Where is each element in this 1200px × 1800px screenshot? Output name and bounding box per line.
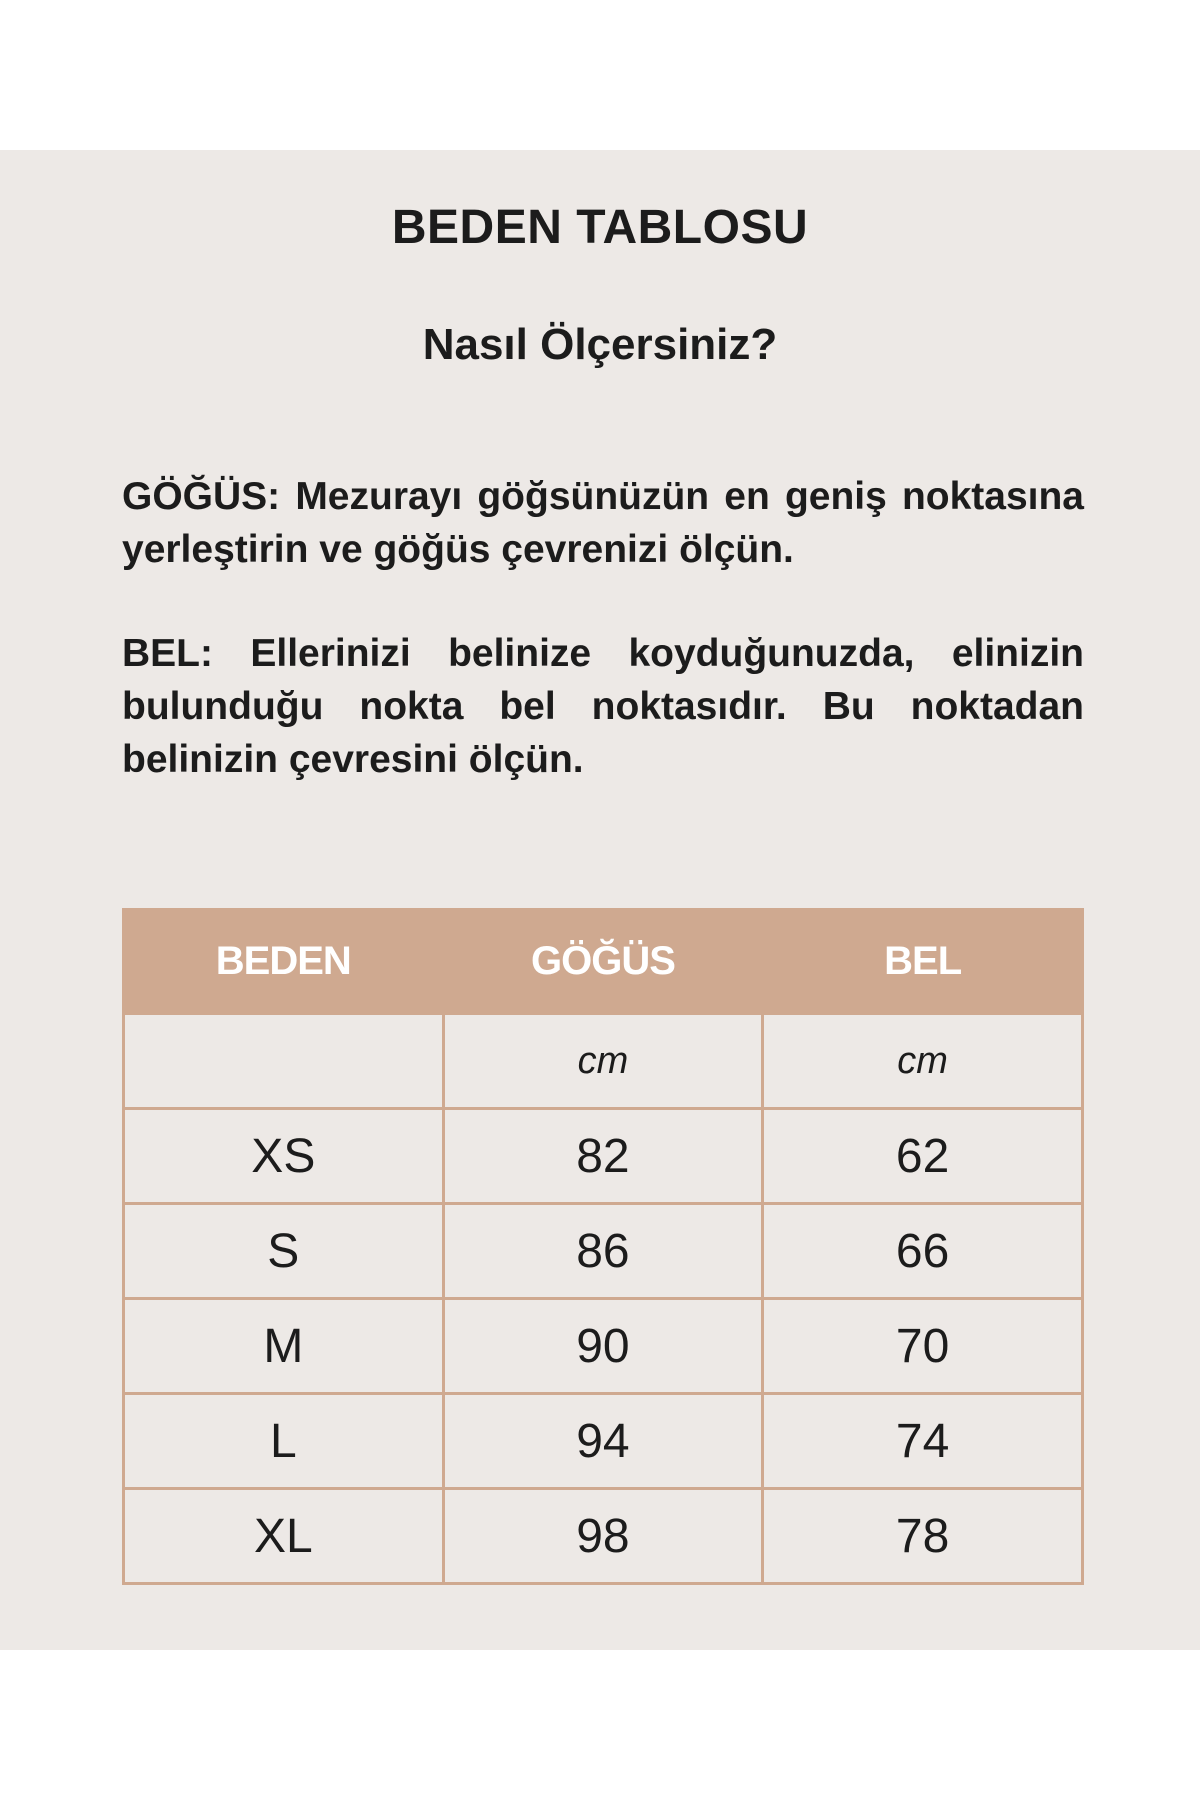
header-waist: BEL bbox=[763, 910, 1083, 1014]
table-row bbox=[124, 1394, 1083, 1489]
size-table bbox=[122, 908, 1084, 1585]
waist-cell: 74 bbox=[763, 1394, 1083, 1489]
chest-cell: 82 bbox=[443, 1109, 763, 1204]
waist-cell: 78 bbox=[763, 1489, 1083, 1584]
unit-chest: cm bbox=[443, 1014, 763, 1109]
table-row bbox=[124, 1109, 1083, 1204]
waist-cell: 62 bbox=[763, 1109, 1083, 1204]
header-chest: GÖĞÜS bbox=[443, 910, 763, 1014]
chest-cell: 86 bbox=[443, 1204, 763, 1299]
table-header-row bbox=[124, 910, 1083, 1014]
unit-waist: cm bbox=[763, 1014, 1083, 1109]
page-title: BEDEN TABLOSU bbox=[391, 201, 809, 254]
chest-cell: 90 bbox=[443, 1299, 763, 1394]
table-row bbox=[124, 1299, 1083, 1394]
page-subtitle: Nasıl Ölçersiniz? bbox=[422, 320, 778, 369]
unit-row bbox=[124, 1014, 1083, 1109]
size-cell: L bbox=[124, 1394, 444, 1489]
size-chart-panel bbox=[0, 150, 1200, 1650]
waist-cell: 70 bbox=[763, 1299, 1083, 1394]
table-row bbox=[124, 1204, 1083, 1299]
unit-size bbox=[124, 1014, 444, 1109]
chest-cell: 94 bbox=[443, 1394, 763, 1489]
size-cell: M bbox=[124, 1299, 444, 1394]
size-cell: XS bbox=[124, 1109, 444, 1204]
chest-instruction: GÖĞÜS: Mezurayı göğsünüzün en geniş noktasına yerleştirin ve göğüs çevrenizi ölçün. bbox=[122, 475, 1084, 571]
size-cell: XL bbox=[124, 1489, 444, 1584]
chest-cell: 98 bbox=[443, 1489, 763, 1584]
table-row bbox=[124, 1489, 1083, 1584]
header-size: BEDEN bbox=[124, 910, 444, 1014]
waist-cell: 66 bbox=[763, 1204, 1083, 1299]
size-cell: S bbox=[124, 1204, 444, 1299]
waist-instruction: BEL: Ellerinizi belinize koyduğunuzda, elinizin bulunduğu nokta bel noktasıdır. Bu noktadan belinizin çevresini ölçün. bbox=[122, 632, 1084, 781]
